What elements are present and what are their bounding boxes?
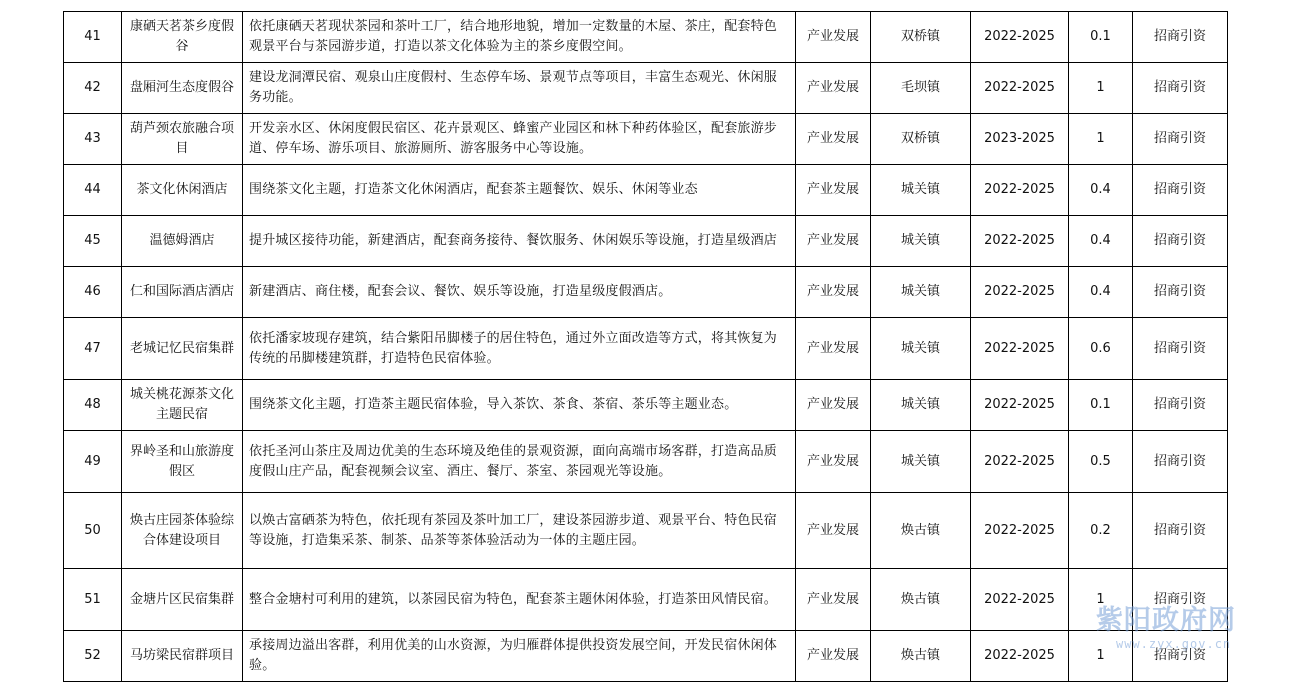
table-row bbox=[64, 63, 1228, 114]
project-town: 焕古镇 bbox=[871, 569, 971, 631]
project-type: 产业发展 bbox=[796, 318, 871, 380]
row-number: 45 bbox=[64, 216, 122, 267]
table-row bbox=[64, 631, 1228, 682]
project-type: 产业发展 bbox=[796, 380, 871, 431]
project-period: 2023-2025 bbox=[971, 114, 1069, 165]
project-name: 城关桃花源茶文化主题民宿 bbox=[122, 380, 243, 431]
project-table bbox=[63, 11, 1228, 682]
project-content: 依托康硒天茗现状茶园和茶叶工厂，结合地形地貌，增加一定数量的木屋、茶庄，配套特色观景平台与茶园游步道，打造以茶文化体验为主的茶乡度假空间。 bbox=[243, 12, 796, 63]
project-period: 2022-2025 bbox=[971, 216, 1069, 267]
project-period: 2022-2025 bbox=[971, 63, 1069, 114]
project-period: 2022-2025 bbox=[971, 569, 1069, 631]
project-content: 依托潘家坡现存建筑，结合紫阳吊脚楼子的居住特色，通过外立面改造等方式，将其恢复为传统的吊脚楼建筑群，打造特色民宿体验。 bbox=[243, 318, 796, 380]
project-investment: 0.1 bbox=[1069, 380, 1133, 431]
project-content: 依托圣河山茶庄及周边优美的生态环境及绝佳的景观资源，面向高端市场客群，打造高品质度假山庄产品，配套视频会议室、酒庄、餐厅、茶室、茶园观光等设施。 bbox=[243, 431, 796, 493]
table-row bbox=[64, 216, 1228, 267]
project-investment: 0.6 bbox=[1069, 318, 1133, 380]
row-number: 44 bbox=[64, 165, 122, 216]
project-investment: 1 bbox=[1069, 631, 1133, 682]
project-content: 新建酒店、商住楼，配套会议、餐饮、娱乐等设施，打造星级度假酒店。 bbox=[243, 267, 796, 318]
project-name: 金塘片区民宿集群 bbox=[122, 569, 243, 631]
funding-source: 招商引资 bbox=[1133, 569, 1228, 631]
table-row bbox=[64, 318, 1228, 380]
project-town: 城关镇 bbox=[871, 267, 971, 318]
row-number: 42 bbox=[64, 63, 122, 114]
funding-source: 招商引资 bbox=[1133, 631, 1228, 682]
project-investment: 1 bbox=[1069, 63, 1133, 114]
project-name: 盘厢河生态度假谷 bbox=[122, 63, 243, 114]
funding-source: 招商引资 bbox=[1133, 318, 1228, 380]
row-number: 41 bbox=[64, 12, 122, 63]
project-name: 茶文化休闲酒店 bbox=[122, 165, 243, 216]
project-investment: 0.4 bbox=[1069, 267, 1133, 318]
funding-source: 招商引资 bbox=[1133, 267, 1228, 318]
row-number: 52 bbox=[64, 631, 122, 682]
project-investment: 0.4 bbox=[1069, 165, 1133, 216]
funding-source: 招商引资 bbox=[1133, 63, 1228, 114]
project-town: 城关镇 bbox=[871, 165, 971, 216]
project-town: 城关镇 bbox=[871, 380, 971, 431]
funding-source: 招商引资 bbox=[1133, 493, 1228, 569]
project-name: 焕古庄园茶体验综合体建设项目 bbox=[122, 493, 243, 569]
row-number: 49 bbox=[64, 431, 122, 493]
project-investment: 0.2 bbox=[1069, 493, 1133, 569]
row-number: 48 bbox=[64, 380, 122, 431]
project-content: 开发亲水区、休闲度假民宿区、花卉景观区、蜂蜜产业园区和林下种药体验区，配套旅游步道、停车场、游乐项目、旅游厕所、游客服务中心等设施。 bbox=[243, 114, 796, 165]
table-row bbox=[64, 569, 1228, 631]
project-type: 产业发展 bbox=[796, 12, 871, 63]
project-content: 整合金塘村可利用的建筑，以茶园民宿为特色，配套茶主题休闲体验，打造茶田风情民宿。 bbox=[243, 569, 796, 631]
watermark-title: 紫阳政府网 bbox=[1096, 605, 1236, 636]
row-number: 46 bbox=[64, 267, 122, 318]
project-content: 围绕茶文化主题，打造茶主题民宿体验，导入茶饮、茶食、茶宿、茶乐等主题业态。 bbox=[243, 380, 796, 431]
project-type: 产业发展 bbox=[796, 631, 871, 682]
project-town: 双桥镇 bbox=[871, 12, 971, 63]
project-content: 提升城区接待功能，新建酒店，配套商务接待、餐饮服务、休闲娱乐等设施，打造星级酒店 bbox=[243, 216, 796, 267]
project-town: 城关镇 bbox=[871, 216, 971, 267]
funding-source: 招商引资 bbox=[1133, 380, 1228, 431]
project-period: 2022-2025 bbox=[971, 267, 1069, 318]
project-investment: 0.1 bbox=[1069, 12, 1133, 63]
project-period: 2022-2025 bbox=[971, 12, 1069, 63]
project-period: 2022-2025 bbox=[971, 165, 1069, 216]
table-row bbox=[64, 431, 1228, 493]
project-type: 产业发展 bbox=[796, 165, 871, 216]
project-content: 以焕古富硒茶为特色，依托现有茶园及茶叶加工厂，建设茶园游步道、观景平台、特色民宿等设施，打造集采茶、制茶、品茶等茶体验活动为一体的主题庄园。 bbox=[243, 493, 796, 569]
row-number: 51 bbox=[64, 569, 122, 631]
project-content: 围绕茶文化主题，打造茶文化休闲酒店，配套茶主题餐饮、娱乐、休闲等业态 bbox=[243, 165, 796, 216]
row-number: 47 bbox=[64, 318, 122, 380]
table-row bbox=[64, 267, 1228, 318]
funding-source: 招商引资 bbox=[1133, 114, 1228, 165]
project-type: 产业发展 bbox=[796, 216, 871, 267]
project-investment: 1 bbox=[1069, 569, 1133, 631]
project-investment: 0.4 bbox=[1069, 216, 1133, 267]
project-content: 承接周边溢出客群，利用优美的山水资源，为归雁群体提供投资发展空间，开发民宿休闲体验。 bbox=[243, 631, 796, 682]
project-name: 仁和国际酒店酒店 bbox=[122, 267, 243, 318]
watermark-url: www.zyx.gov.cn bbox=[1116, 637, 1232, 651]
project-name: 康硒天茗茶乡度假谷 bbox=[122, 12, 243, 63]
row-number: 50 bbox=[64, 493, 122, 569]
table-row bbox=[64, 165, 1228, 216]
project-name: 老城记忆民宿集群 bbox=[122, 318, 243, 380]
project-town: 双桥镇 bbox=[871, 114, 971, 165]
row-number: 43 bbox=[64, 114, 122, 165]
project-type: 产业发展 bbox=[796, 267, 871, 318]
funding-source: 招商引资 bbox=[1133, 12, 1228, 63]
project-town: 城关镇 bbox=[871, 431, 971, 493]
project-town: 毛坝镇 bbox=[871, 63, 971, 114]
project-name: 温德姆酒店 bbox=[122, 216, 243, 267]
table-row bbox=[64, 12, 1228, 63]
table-row bbox=[64, 380, 1228, 431]
project-content: 建设龙洞潭民宿、观泉山庄度假村、生态停车场、景观节点等项目，丰富生态观光、休闲服务功能。 bbox=[243, 63, 796, 114]
project-type: 产业发展 bbox=[796, 114, 871, 165]
funding-source: 招商引资 bbox=[1133, 216, 1228, 267]
project-type: 产业发展 bbox=[796, 493, 871, 569]
project-town: 焕古镇 bbox=[871, 493, 971, 569]
project-period: 2022-2025 bbox=[971, 431, 1069, 493]
project-investment: 0.5 bbox=[1069, 431, 1133, 493]
project-town: 焕古镇 bbox=[871, 631, 971, 682]
project-town: 城关镇 bbox=[871, 318, 971, 380]
project-type: 产业发展 bbox=[796, 63, 871, 114]
project-period: 2022-2025 bbox=[971, 380, 1069, 431]
funding-source: 招商引资 bbox=[1133, 431, 1228, 493]
project-name: 葫芦颈农旅融合项目 bbox=[122, 114, 243, 165]
project-name: 界岭圣和山旅游度假区 bbox=[122, 431, 243, 493]
project-period: 2022-2025 bbox=[971, 493, 1069, 569]
table-row bbox=[64, 114, 1228, 165]
project-type: 产业发展 bbox=[796, 431, 871, 493]
funding-source: 招商引资 bbox=[1133, 165, 1228, 216]
project-period: 2022-2025 bbox=[971, 318, 1069, 380]
project-investment: 1 bbox=[1069, 114, 1133, 165]
table-row bbox=[64, 493, 1228, 569]
project-name: 马坊梁民宿群项目 bbox=[122, 631, 243, 682]
project-period: 2022-2025 bbox=[971, 631, 1069, 682]
table-body bbox=[64, 12, 1228, 682]
project-type: 产业发展 bbox=[796, 569, 871, 631]
